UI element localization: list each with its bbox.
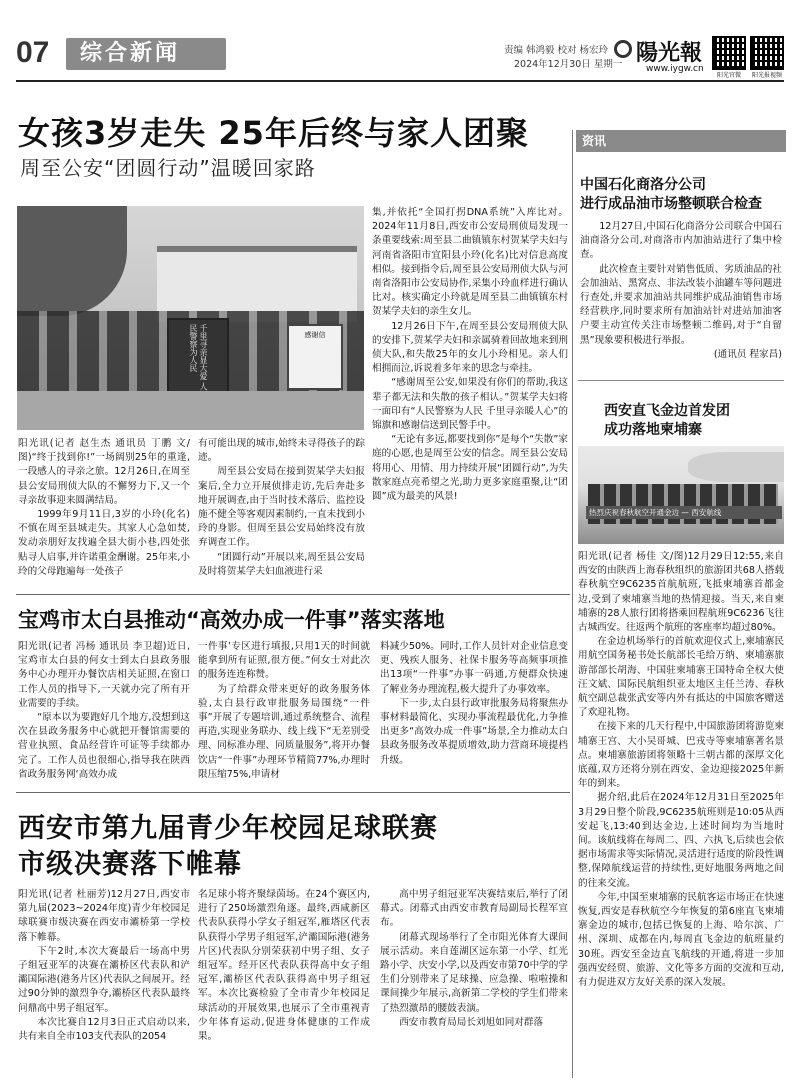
article2-col3: 料减少50%。同时,工作人员针对企业信息变更、残疾人服务、社保卡服务等高频事项推出13项“一件事”办事一码通,方便群众快速了解业务办理流程,极大提升了办事效率。 下一步,太白县行政审批服务局将聚焦办事材料最简化、实现办事流程最优化,力争推出更多“高效办成一件事”场景,全力推动太白县政务服务改革提质增效,助力营商环境提档升级。 xyxy=(380,641,568,766)
qr-label-1: 阳光官微 xyxy=(716,72,741,79)
editor-line: 责编 韩鸿毅 校对 杨宏玲 xyxy=(504,45,609,56)
sidebar-news-divider xyxy=(578,380,784,381)
article3-col3: 高中男子组冠亚军决赛结束后,举行了闭幕式。闭幕式由西安市教育局副局长程军宣布。 闭幕式现场举行了全市阳光体育大课间展示活动。来自莲湖区远东第一小学、红光路小学、庆安小学,以及西安市第70中学的学生们分别带来了足球操、应急操、啦啦操和课间操少年展示,高新第二学校的学生们带来了热烈激昂的腰鼓表演。 西安市教育局局长刘旭如同对群落 xyxy=(380,889,568,1028)
date-line: 2024年12月30日 星期一 xyxy=(514,59,623,70)
article2-col2: 一件事’专区进行填报,只用1天的时间就能拿到所有证照,很方便。”何女士对此次的服务连连称赞。 为了给群众带来更好的政务服务体验,太白县行政审批服务局围绕“一件事”开展了专题培训,通过系统整合、流程再造,实现业务联办、线上线下“无差别受理、同标准办理、同质量服务”,将开办餐饮店“一件事”办理环节精简77%,办理时限压缩75%,申请材 xyxy=(198,641,370,780)
thank-you-letter-text: 感谢信 xyxy=(304,331,326,339)
article1-divider xyxy=(16,594,570,595)
article2-title: 宝鸡市太白县推动“高效办成一件事”落实落地 xyxy=(18,608,445,632)
logo xyxy=(614,36,714,76)
header-rule xyxy=(16,80,784,82)
article1-col2: 有可能出现的城市,始终未寻得孩子的踪迹。 周至县公安局在接到贺某学夫妇报案后,全力立开展侦排走访,先后奔赴多地开展调查,由于当时技术落后、监控设施不健全等客观因素制约,一直未找到小玲的身影。但周至县公安局始终没有放弃调查工作。 “团圆行动”开展以来,周至县公安局及时将贺某学夫妇血液进行采 xyxy=(198,438,365,577)
site-url: www.iygw.cn xyxy=(646,64,704,74)
sun-logo-icon xyxy=(614,40,632,58)
qr-code-2 xyxy=(750,36,784,79)
section-banner xyxy=(66,38,226,70)
qr-code-icon xyxy=(750,36,784,70)
news2-body: 阳光讯(记者 杨佳 文/图)12月29日12:55,来自西安的由陕西上海春秋组织的旅游团共68人搭载春秋航空9C6235首航航班,飞抵柬埔寨首都金边,受到了柬埔寨当地的热情迎接。当天,来自柬埔寨的28人旅行团将搭乘回程航班9C6236飞往古城西安。往返两个航班的客座率均超过80%。 在金边机场举行的首航欢迎仪式上,柬埔寨民用航空国务秘书处长航部长毛给万纳、柬埔寨旅游部部长胡海、中国驻柬埔寨王国特命全权大使汪文斌、国际民航组织亚太地区主任兰涛、春秋航空副总裁张武安等内外有抵达的中国旅客赠送了欢迎礼物。 在接下来的几天行程中,中国旅游团将游览柬埔寨王宫、大小吴哥城、巴戎寺等柬埔寨著名景点。柬埔寨旅游团将领略十三朝古都的深厚文化底蕴,双方还将分别在西安、金边迎接2025年新年的到来。 据介绍,此后在2024年12月31日至2025年3月29日整个阶段,9C6235航班则是10:05从西安起飞,13:40到达金边,上述时间均为当地时间。该航线将在每周二、四、六执飞,后续也会依据市场需求等实际情况,灵活进行适度的阶段性调整,保障航线运营的持续性,更好地服务两地之间的往来交流。 今年,中国至柬埔寨的民航客运市场正在快速恢复,西安是春秋航空今年恢复的第6座直飞柬埔寨金边的城市,包括已恢复的上海、哈尔滨、广州、深圳、成都在内,每周直飞金边的航班量约30班。西安至金边直飞航线的开通,将进一步加强西安经贸、旅游、文化等多方面的交流和互动,有力促进双方友好关系的深入发展。 xyxy=(578,551,784,989)
page-number: 07 xyxy=(16,36,50,69)
news1-title-line2: 进行成品油市场整顿联合检查 xyxy=(580,196,762,212)
article3-title-line1: 西安市第九届青少年校园足球联赛 xyxy=(18,813,438,844)
sidebar-divider xyxy=(572,130,573,1078)
news1-title-line1: 中国石化商洛分公司 xyxy=(580,177,706,193)
article1-subtitle: 周至公安“团圆行动”温暖回家路 xyxy=(20,156,316,180)
article3-col1: 阳光讯(记者 杜丽芳)12月27日,西安市第九届(2023~2024年度)青少年校园足球联赛市级决赛在西安市灞桥第一学校落下帷幕。 下午2时,本次大赛最后一场高中男子组冠亚军的决赛在灞桥区代表队和浐灞国际港(港务片区)代表队之间展开。经过90分钟的激烈争夺,灞桥区代表队最终问鼎高中男子组冠军。 本次比赛自12月3日正式启动以来,共有来自全市103支代表队的2054 xyxy=(18,889,190,1043)
banner-text: 千里寻亲显大爱 人民警察为人民 xyxy=(189,324,208,391)
article3-title-line2: 市级决赛落下帷幕 xyxy=(18,849,242,880)
qr-label-2: 阳光报视频 xyxy=(751,72,782,79)
news2-title-line1: 西安直飞金边首发团 xyxy=(604,403,730,419)
logo-text: 陽光報 xyxy=(636,40,703,66)
airport-banner-text: 热烈庆祝春秋航空开通金边 — 西安航线 xyxy=(586,506,782,519)
article1-title: 女孩3岁走失 25年后终与家人团聚 xyxy=(18,114,529,152)
qr-code-icon xyxy=(712,36,746,70)
article2-divider xyxy=(16,792,570,793)
page-header xyxy=(16,36,786,80)
news1-body: 12月27日,中国石化商洛分公司联合中国石油商洛分公司,对商洛市内加油站进行了集中检查。 此次检查主要针对销售低质、劣质油品的社会加油站、黑窝点、非法改装小油罐车等问题进行查处,并要求加油站共同维护成品油销售市场经营秩序,同时要求所有加油站针对进站加油客户要主动宣传关注市场整顿二维码,对于“自留黑”现象要积极进行举报。 (通讯员 程家昌) xyxy=(580,221,782,360)
sidebar-label: 资讯 xyxy=(576,130,786,152)
article1-col3: 集,并依托“全国打拐DNA系统”入库比对。2024年11月8日,西安市公安局刑侦局发现一条重要线索:周至县二曲镇镇东村贺某学夫妇与河南省洛阳市宜阳县小玲(化名)比对信息高度相似。接到指令后,周至县公安局刑侦大队与河南省洛阳市公安局协作,采集小玲血样进行确认比对。核实确定小玲就是周至县二曲镇镇东村贺某学夫妇的亲生女儿。 12月26日下午,在周至县公安局刑侦大队的安排下,贺某学夫妇和亲属骑着回故地来到刑侦大队,和失散25年的女儿小玲相见。亲人们相拥而泣,诉说着多年来的思念与牵挂。 “感谢周至公安,如果没有你们的帮助,我这辈子都无法和失散的孩子相认。”贺某学夫妇将一面印有“人民警察为人民 千里寻亲暖人心”的锦旗和感谢信送到民警手中。 “无论有多远,都要找到你”是每个“失散”家庭的心愿,也是周至公安的信念。周至县公安局将用心、用情、用力持续开展“团圆行动”,为失散家庭点亮希望之光,助力更多家庭重聚,让“团圆”成为最美的风景! xyxy=(372,207,568,503)
section-title: 综合新闻 xyxy=(80,41,181,66)
article3-col2: 名足球小将齐聚绿茵场。在24个赛区内,进行了250场激烈角逐。最终,西咸新区代表队获得小学女子组冠军,雁塔区代表队获得小学男子组冠军,浐灞国际港(港务片区)代表队分别荣获初中男子组、女子组冠军。经开区代表队获得高中女子组冠军,灞桥区代表队获得高中男子组冠军。本次比赛检验了全市青少年校园足球活动的开展效果,也展示了全市重视青少年体育运动,促进身体健康的工作成果。 xyxy=(198,889,370,1043)
qr-code-1 xyxy=(712,36,746,79)
airport-welcome-photo xyxy=(578,446,784,544)
article2-col1: 阳光讯(记者 冯杨 通讯员 李卫超)近日,宝鸡市太白县的何女士到太白县政务服务中心办理开办餐饮店相关证照,在窗口工作人员的指导下,一天就办完了所有开业需要的手续。 “原本以为要跑好几个地方,没想到这次在县政务服务中心就把开餐馆需要的营业执照、食品经营许可证等手续都办完了。工作人员也很细心,指导我在陕西省政务服务网‘高效办成 xyxy=(18,641,190,780)
family-reunion-photo xyxy=(17,206,364,430)
news2-title-line2: 成功落地柬埔寨 xyxy=(604,422,702,438)
article1-col1: 阳光讯(记者 赵生杰 通讯员 丁鹏 文/图)“终于找到你!”一场阔别25年的重逢,一段感人的寻亲之旅。12月26日,在周至县公安局刑侦大队的不懈努力下,又一个寻亲故事迎来圆满结局。 1999年9月11日,3岁的小玲(化名)不慎在周至县城走失。其家人心急如焚,发动亲朋好友找遍全县大街小巷,四处张贴寻人启事,并许诺重金酬谢。25年来,小玲的父母跑遍每一处孩子 xyxy=(18,438,190,577)
